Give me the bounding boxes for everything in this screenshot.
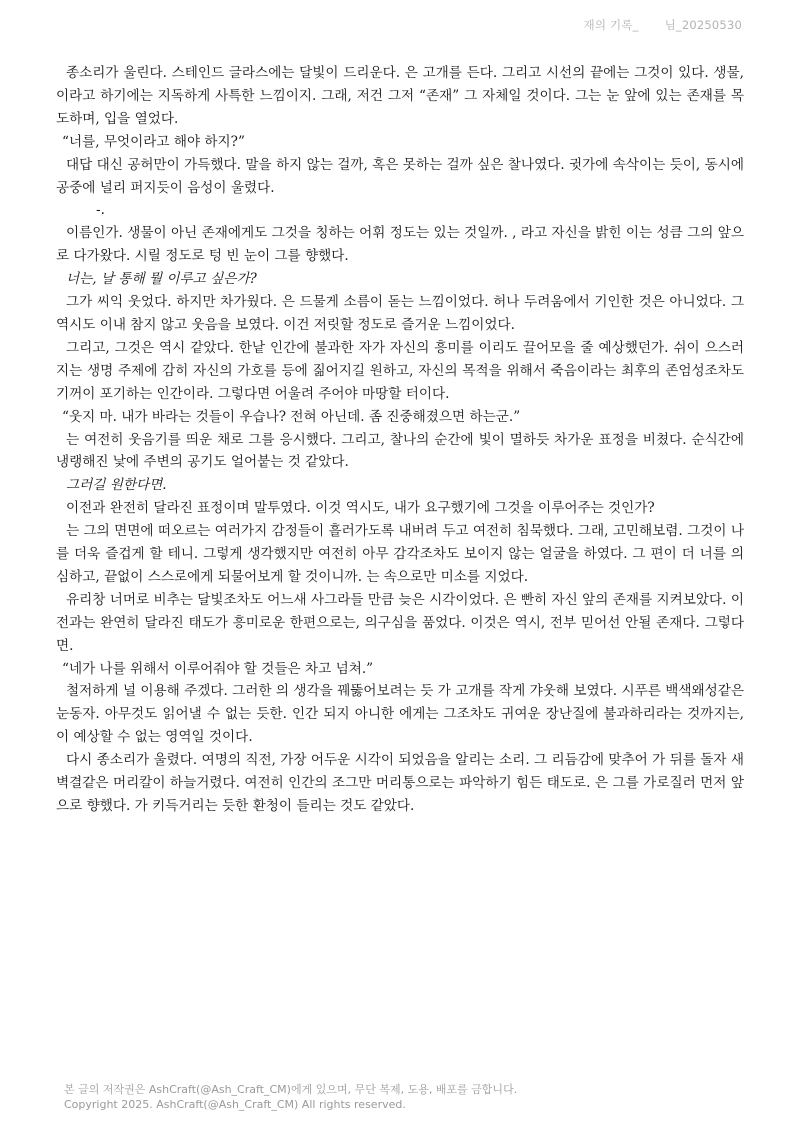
paragraph: -. bbox=[96, 202, 105, 219]
copyright-notice-ko: 본 글의 저작권은 AshCraft(@Ash_Craft_CM)에게 있으며, 무단 복제, 도용, 배포를 금합니다. bbox=[64, 1083, 518, 1096]
paragraph: 다시 종소리가 울렸다. 여명의 직전, 가장 어두운 시각이 되었음을 알리는 소리. 그 리듬감에 맞추어 가 뒤를 돌자 새벽결같은 머리칼이 하늘거렸다. 여전히 인간의 조그만 머리통으로는 파악하기 힘든 태도로. 은 그를 가로질러 먼저 앞으로 향했다. 가 키득거리는 듯한 환청이 들리는 것도 같았다. bbox=[56, 752, 744, 814]
copyright-footer bbox=[64, 1082, 517, 1112]
paragraph: 이전과 완전히 달라진 표정이며 말투였다. 이것 역시도, 내가 요구했기에 그것을 이루어주는 것인가? bbox=[66, 500, 655, 517]
italic-line: 그러길 원한다면. bbox=[66, 477, 167, 494]
italic-line: 너는, 날 통해 뭘 이루고 싶은가? bbox=[66, 271, 257, 288]
header-date: 님_20250530 bbox=[664, 18, 742, 32]
paragraph: 그가 씨익 웃었다. 하지만 차가웠다. 은 드물게 소름이 돋는 느낌이었다. 허나 두려움에서 기인한 것은 아니었다. 그 역시도 이내 참지 않고 웃음을 보였다. 이건 저릿할 정도로 즐거운 느낌이었다. bbox=[56, 294, 744, 333]
paragraph: 대답 대신 공허만이 가득했다. 말을 하지 않는 걸까, 혹은 못하는 걸까 싶은 찰나였다. 귓가에 속삭이는 듯이, 동시에 공중에 널리 퍼지듯이 음성이 울렸다. bbox=[56, 156, 744, 196]
dialogue-line: “웃지 마. 내가 바라는 것들이 우습나? 전혀 아닌데. 좀 진중해졌으면 하는군.” bbox=[62, 408, 521, 425]
header-title: 재의 기록_ bbox=[583, 18, 639, 32]
dialogue-line: “네가 나를 위해서 이루어줘야 할 것들은 차고 넘쳐.” bbox=[62, 660, 374, 677]
dialogue-line: “너를, 무엇이라고 해야 하지?” bbox=[62, 133, 245, 150]
paragraph: 이름인가. 생물이 아닌 존재에게도 그것을 칭하는 어휘 정도는 있는 것일까. , 라고 자신을 밝힌 이는 성큼 그의 앞으로 다가왔다. 시릴 정도로 텅 빈 눈이 그를 향했다. bbox=[56, 225, 744, 265]
paragraph: 철저하게 널 이용해 주겠다. 그러한 의 생각을 꿰뚫어보려는 듯 가 고개를 작게 갸웃해 보였다. 시푸른 백색왜성같은 눈동자. 아무것도 읽어낼 수 없는 듯한. 인간 되지 아니한 에게는 그조차도 귀여운 장난질에 불과하리라는 것까지는, 이 예상할 수 없는 영역일 것이다. bbox=[56, 683, 744, 746]
paragraph: 는 여전히 웃음기를 띄운 채로 그를 응시했다. 그리고, 찰나의 순간에 빛이 멸하듯 차가운 표정을 비쳤다. 순식간에 냉랭해진 낯에 주변의 공기도 얼어붙는 것 같았다. bbox=[56, 431, 744, 471]
copyright-notice-en: Copyright 2025. AshCraft(@Ash_Craft_CM) All rights reserved. bbox=[64, 1098, 406, 1111]
paragraph: 종소리가 울린다. 스테인드 글라스에는 달빛이 드리운다. 은 고개를 든다. 그리고 시선의 끝에는 그것이 있다. 생물, 이라고 하기에는 지독하게 사특한 느낌이지. 그래, 저건 그저 “존재” 그 자체일 것이다. 그는 눈 앞에 있는 존재를 목도하며, 입을 열었다. bbox=[56, 65, 744, 127]
paragraph: 그리고, 그것은 역시 같았다. 한낱 인간에 불과한 자가 자신의 흥미를 이리도 끌어모을 줄 예상했던가. 쉬이 으스러지는 생명 주제에 감히 자신의 가호를 등에 짊어지길 원하고, 자신의 목적을 위해서 죽음이라는 최후의 존엄성조차도 기꺼이 포기하는 인간이라. 그렇다면 어울려 주어야 마땅할 터이다. bbox=[56, 339, 744, 402]
page-header bbox=[584, 17, 742, 33]
paragraph: 는 그의 면면에 떠오르는 여러가지 감정들이 흘러가도록 내버려 두고 여전히 침묵했다. 그래, 고민해보렴. 그것이 나를 더욱 즐겁게 할 테니. 그렇게 생각했지만 여전히 아무 감각조차도 보이지 않는 얼굴을 하였다. 그 편이 더 너를 의심하고, 끝없이 스스로에게 되물어보게 할 것이니까. 는 속으로만 미소를 지었다. bbox=[56, 523, 744, 585]
paragraph: 유리창 너머로 비추는 달빛조차도 어느새 사그라들 만큼 늦은 시각이었다. 은 빤히 자신 앞의 존재를 지켜보았다. 이전과는 완연히 달라진 태도가 흥미로운 한편으로는, 의구심을 품었다. 이것은 역시, 전부 믿어선 안될 존재다. 그렇다면. bbox=[56, 591, 744, 654]
story-body bbox=[56, 62, 744, 818]
